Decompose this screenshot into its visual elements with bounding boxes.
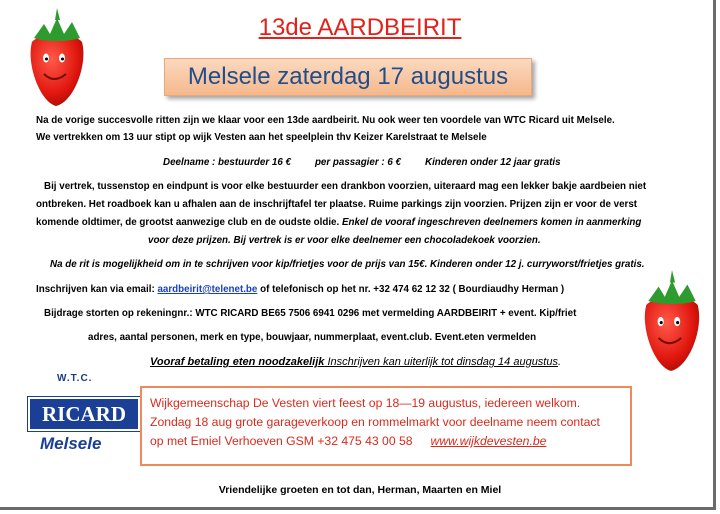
payment-deadline-line bbox=[150, 356, 561, 368]
payline-end: . bbox=[557, 356, 562, 368]
registration-line bbox=[36, 283, 564, 296]
prize-text: komende oldtimer, de grootst aanwezige club en de oudste oldie. bbox=[36, 217, 340, 228]
registration-suffix: of telefonisch op het nr. +32 474 62 12 32 ( Bourdiaudhy Herman ) bbox=[257, 284, 565, 295]
page-title: 13de AARDBEIRIT bbox=[258, 14, 462, 41]
notice-line-2: Zondag 18 aug grote garageverkoop en rommelmarkt voor deelname neem contact bbox=[150, 415, 600, 429]
details-line-3 bbox=[36, 216, 641, 229]
website-link[interactable]: www.wijkdevesten.be bbox=[430, 434, 547, 448]
event-date-banner: Melsele zaterdag 17 augustus bbox=[164, 58, 532, 96]
fee-passenger: per passagier : 6 € bbox=[314, 157, 401, 168]
ricard-logo: RICARD bbox=[28, 397, 140, 431]
payment-line-1: Bijdrage storten op rekeningnr.: WTC RICARD BE65 7506 6941 0296 met vermelding AARDBEIRIT + event. Kip/friet bbox=[44, 308, 577, 319]
closing-greeting: Vriendelijke groeten en tot dan, Herman, Maarten en Miel bbox=[218, 484, 502, 496]
intro-line-2: We vertrekken om 13 uur stipt op wijk Vesten aan het speelplein thv Keizer Karelstraat te Melsele bbox=[36, 132, 487, 143]
registration-prefix: Inschrijven kan via email: bbox=[36, 284, 158, 295]
fee-children: Kinderen onder 12 jaar gratis bbox=[425, 157, 561, 168]
intro-line-1: Na de vorige succesvolle ritten zijn we klaar voor een 13de aardbeirit. Nu ook weer ten voordele van WTC Ricard uit Melsele. bbox=[36, 115, 615, 126]
chocolate-note: Bij vertrek is er voor elke deelnemer een chocoladekoek voorzien. bbox=[230, 235, 541, 246]
payment-required: Vooraf betaling eten noodzakelijk bbox=[150, 356, 325, 368]
notice-line-1: Wijkgemeenschap De Vesten viert feest op 18—19 augustus, iedereen welkom. bbox=[150, 396, 581, 410]
club-town: Melsele bbox=[40, 434, 102, 453]
fee-driver: Deelname : bestuurder 16 € bbox=[163, 157, 291, 168]
notice-contact: op met Emiel Verhoeven GSM +32 475 43 00 58 bbox=[150, 434, 413, 448]
details-line-4 bbox=[148, 234, 541, 247]
registration-deadline: Inschrijven kan uiterlijk tot dinsdag 14 augustus bbox=[324, 356, 558, 368]
details-line-2: ontbreken. Het roadboek kan u afhalen aan de inschrijftafel ter plaatse. Ruime parkings zijn voorzien. Prijzen zijn er voor de verst bbox=[36, 199, 638, 210]
prize-condition-end: voor deze prijzen. bbox=[148, 235, 231, 246]
details-line-1: Bij vertrek, tussenstop en eindpunt is voor elke bestuurder een drankbon voorzien, uiteraard mag een lekker bakje aardbeien niet bbox=[44, 181, 647, 192]
fees-line bbox=[163, 156, 561, 169]
meal-note: Na de rit is mogelijkheid om in te schrijven voor kip/frietjes voor de prijs van 15€. Kinderen onder 12 j. curryworst/frietjes gratis. bbox=[50, 259, 645, 270]
registration-email-link[interactable]: aardbeirit@telenet.be bbox=[157, 284, 258, 295]
wtc-label: W.T.C. bbox=[57, 373, 93, 384]
strawberry-icon bbox=[636, 266, 708, 374]
prize-condition: Enkel de vooraf ingeschreven deelnemers komen in aanmerking bbox=[339, 217, 642, 228]
neighbourhood-notice-box bbox=[140, 386, 632, 466]
notice-line-3 bbox=[150, 432, 622, 451]
payment-line-2: adres, aantal personen, merk en type, bouwjaar, nummerplaat, event.club. Event.eten vermelden bbox=[88, 332, 537, 343]
